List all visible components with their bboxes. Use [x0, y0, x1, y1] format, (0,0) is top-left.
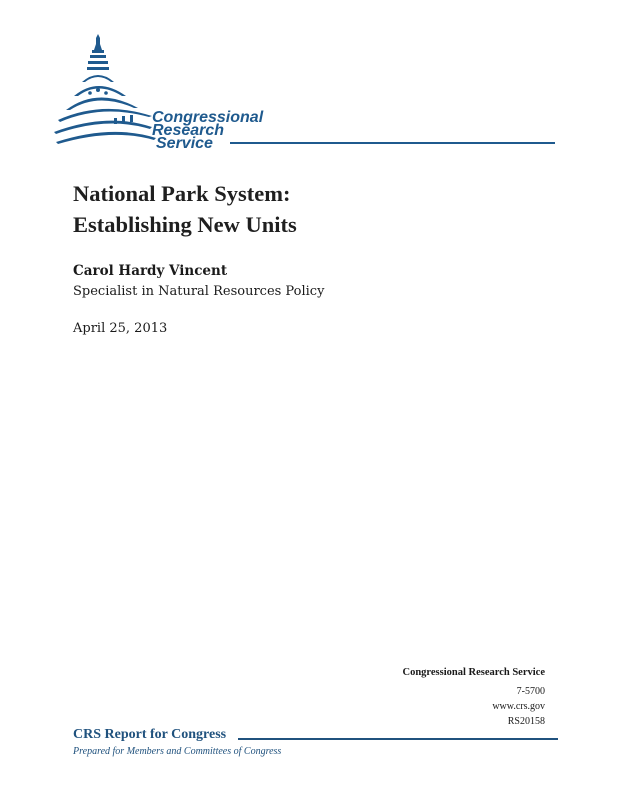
logo-line-research: Research [152, 122, 225, 139]
author-title: Specialist in Natural Resources Policy [73, 284, 325, 299]
logo-line-congressional: Congressional [152, 109, 264, 126]
footer-subtitle: Prepared for Members and Committees of Congress [73, 746, 282, 757]
report-date: April 25, 2013 [73, 321, 168, 336]
report-title [73, 178, 297, 240]
phone-code: 7-5700 [516, 686, 545, 697]
report-number: RS20158 [507, 716, 545, 727]
organization-name: Congressional Research Service [402, 667, 545, 678]
footer-rule [238, 738, 558, 740]
title-line-2: Establishing New Units [73, 212, 297, 237]
crs-logo [52, 30, 562, 155]
logo-line-service: Service [156, 135, 213, 152]
author-name: Carol Hardy Vincent [73, 263, 228, 279]
website-link[interactable]: www.crs.gov [492, 701, 545, 712]
title-line-1: National Park System: [73, 181, 291, 206]
footer-title: CRS Report for Congress [73, 727, 227, 742]
report-info-block [402, 665, 545, 729]
capitol-dome-icon [52, 30, 562, 155]
